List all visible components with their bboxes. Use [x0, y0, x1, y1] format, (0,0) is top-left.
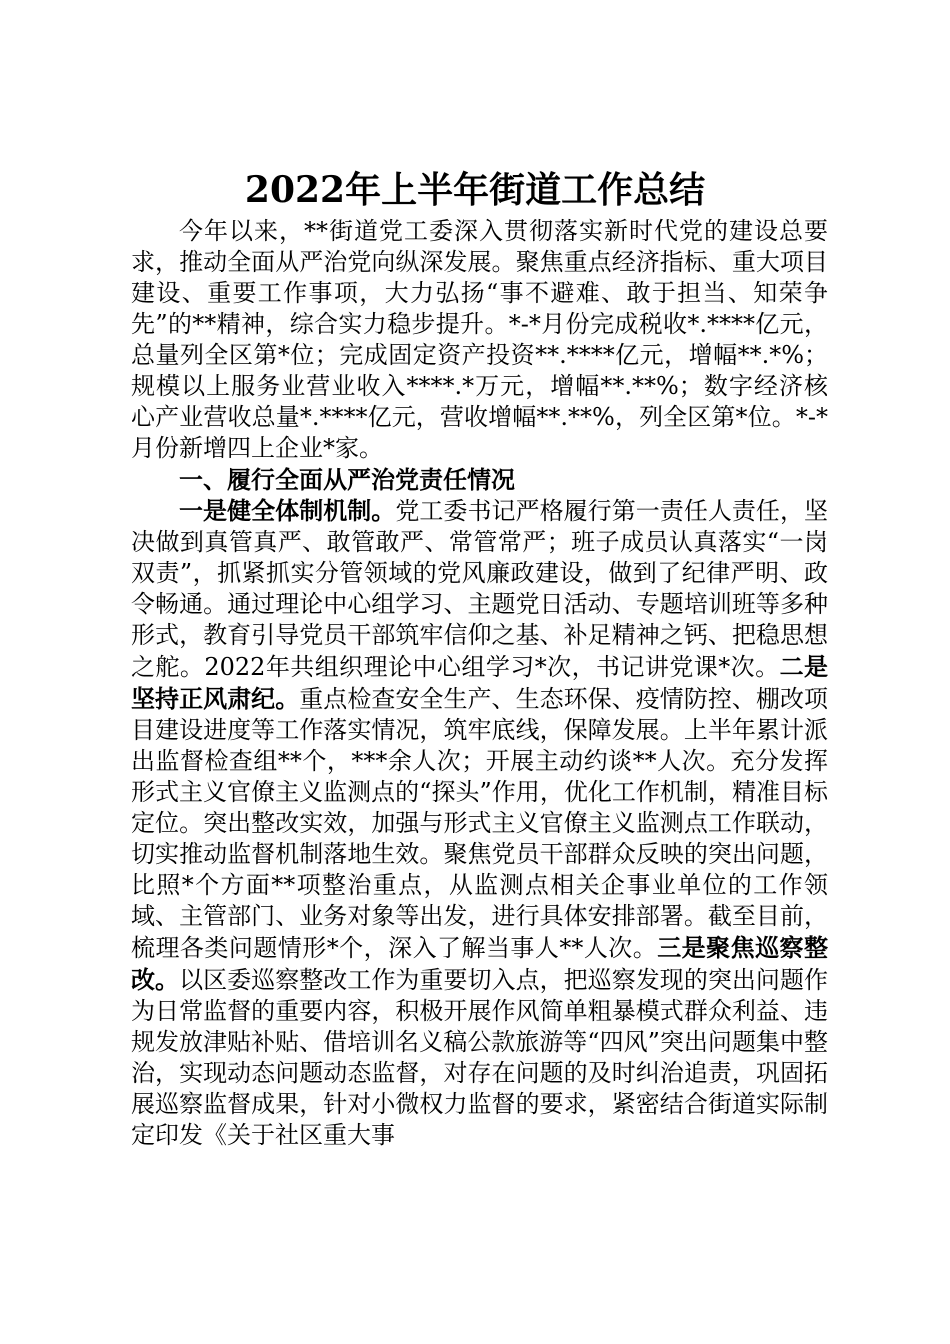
point-2-text: 重点检查安全生产、生态环保、疫情防控、棚改项目建设进度等工作落实情况，筑牢底线，保障发展。上半年累计派出监督检查组**个，***余人次；开展主动约谈**人次。充分发挥形式主义官僚主义监测点的“探头”作用，优化工作机制，精准目标定位。突出整改实效，加强与形式主义官僚主义监测点工作联动，切实推动监督机制落地生效。聚焦党员干部群众反映的突出问题，比照*个方面**项整治重点，从监测点相关企事业单位的工作领域、主管部门、业务对象等出发，进行具体安排部署。截至目前，梳理各类问题情形*个，深入了解当事人**人次。	[131, 685, 828, 962]
point-3-text: 以区委巡察整改工作为重要切入点，把巡察发现的突出问题作为日常监督的重要内容，积极开展作风简单粗暴模式群众利益、违规发放津贴补贴、借培训名义稿公款旅游等“四风”突出问题集中整治，实现动态问题动态监督，对存在问题的及时纠治追责，巩固拓展巡察监督成果，针对小微权力监督的要求，紧密结合街道实际制定印发《关于社区重大事	[131, 966, 829, 1149]
point-1-lead: 一是健全体制机制。	[179, 496, 396, 525]
point-1-text: 党工委书记严格履行第一责任人责任，坚决做到真管真严、敢管敢严、常管常严；班子成员认真落实“一岗双责”，抓紧抓实分管领域的党风廉政建设，做到了纪律严明、政令畅通。通过理论中心组学习、主题党日活动、专题培训班等多种形式，教育引导党员干部筑牢信仰之基、补足精神之钙、把稳思想之舵。2022年共组织理论中心组学习*次，书记讲党课*次。	[131, 497, 829, 681]
point-3-lead: 三是聚焦巡察整改。	[131, 933, 829, 994]
point-2-lead: 二是坚持正风肃纪。	[131, 652, 829, 713]
section-heading-1: 一、履行全面从严治党责任情况	[179, 465, 515, 494]
document-title: 2022年上半年街道工作总结	[244, 169, 706, 211]
intro-paragraph: 今年以来，**街道党工委深入贯彻落实新时代党的建设总要求，推动全面从严治党向纵深发展。聚焦重点经济指标、重大项目建设、重要工作事项，大力弘扬“事不避难、敢于担当、知荣争先”的**精神，综合实力稳步提升。*-*月份完成税收*.****亿元，总量列全区第*位；完成固定资产投资**.****亿元，增幅**.*%；规模以上服务业营业收入****.*万元，增幅**.**%；数字经济核心产业营收总量*.****亿元，营收增幅**.**%，列全区第*位。*-*月份新增四上企业*家。	[131, 217, 828, 462]
document-body	[131, 216, 828, 1151]
section-1-paragraph	[131, 495, 828, 1151]
